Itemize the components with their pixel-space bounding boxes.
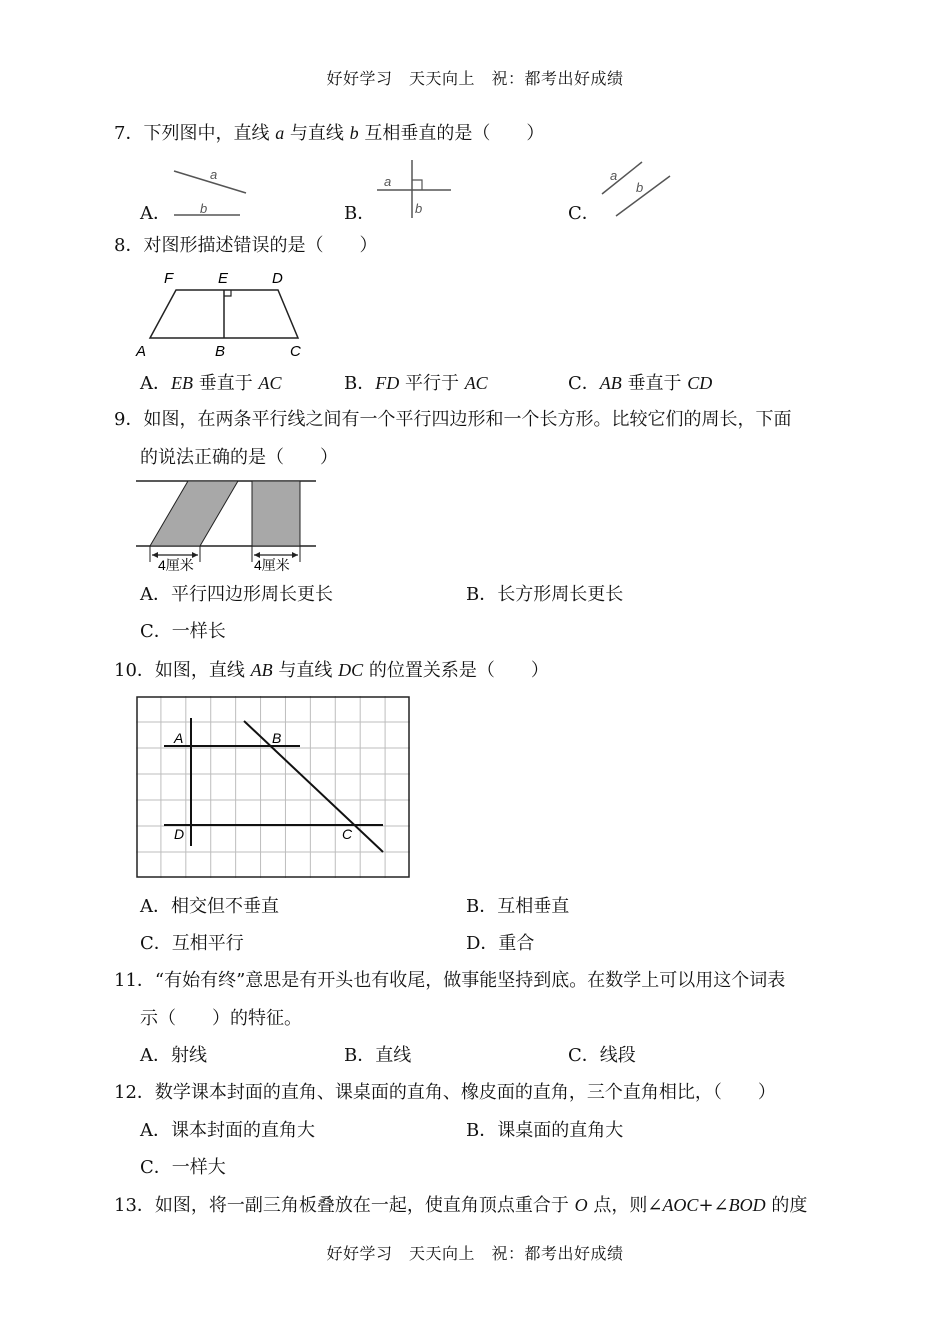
q10-label-c: C: [342, 826, 353, 842]
q8-label-b: B: [215, 343, 226, 360]
q7-figure-a: [170, 163, 250, 221]
q10-label-b: B: [272, 730, 282, 746]
q9-stem-line2: 的说法正确的是（ ）: [140, 447, 338, 468]
q8-trapezoid-figure: [132, 266, 312, 362]
q10-stem: 10．如图，直线 AB 与直线 DC 的位置关系是（ ）: [114, 660, 549, 681]
q8-option-a[interactable]: A．EB 垂直于 AC: [140, 373, 282, 394]
page-footer: 好好学习 天天向上 祝：都考出好成绩: [326, 1244, 624, 1263]
q7-figure-b: [375, 158, 455, 220]
q7-c-label-a: a: [610, 168, 618, 183]
q10-option-d[interactable]: D．重合: [466, 933, 535, 954]
q9-option-b[interactable]: B．长方形周长更长: [466, 584, 624, 605]
q11-option-b[interactable]: B．直线: [344, 1045, 412, 1066]
q11-option-c[interactable]: C．线段: [568, 1045, 636, 1066]
q9-dim-left: 4厘米: [158, 557, 194, 573]
q7-a-label-a: a: [210, 167, 218, 182]
q7-option-c[interactable]: C．: [568, 203, 600, 224]
q9-dim-right: 4厘米: [254, 557, 290, 573]
q8-option-c[interactable]: C．AB 垂直于 CD: [568, 373, 713, 394]
q8-label-a: A: [136, 343, 147, 360]
q10-option-c[interactable]: C．互相平行: [140, 933, 244, 954]
q10-label-d: D: [174, 826, 185, 842]
q12-option-c[interactable]: C．一样大: [140, 1157, 226, 1178]
q11-option-a[interactable]: A．射线: [140, 1045, 207, 1066]
q9-option-c[interactable]: C．一样长: [140, 621, 226, 642]
q9-option-a[interactable]: A．平行四边形周长更长: [140, 584, 333, 605]
q9-stem-line1: 9．如图，在两条平行线之间有一个平行四边形和一个长方形。比较它们的周长，下面: [114, 409, 792, 430]
q7-c-label-b: b: [636, 180, 644, 195]
q7-figure-c: [598, 160, 678, 220]
q7-a-label-b: b: [200, 201, 208, 216]
q8-label-e: E: [218, 270, 229, 287]
q7-b-label-a: a: [384, 174, 392, 189]
q12-stem: 12．数学课本封面的直角、课桌面的直角、橡皮面的直角，三个直角相比，（ ）: [114, 1082, 776, 1103]
q8-label-d: D: [272, 270, 283, 287]
q8-label-c: C: [290, 343, 301, 360]
q11-stem-line1: 11．“有始有终”意思是有开头也有收尾，做事能坚持到底。在数学上可以用这个词表: [114, 970, 786, 991]
q10-grid: [136, 696, 410, 878]
q8-stem: 8．对图形描述错误的是（ ）: [114, 235, 378, 256]
q7-option-a[interactable]: A．: [140, 203, 171, 224]
q10-grid-figure: [136, 696, 412, 880]
q10-option-b[interactable]: B．互相垂直: [466, 896, 570, 917]
q10-option-a[interactable]: A．相交但不垂直: [140, 896, 279, 917]
q7-option-b[interactable]: B．: [344, 203, 376, 224]
q12-option-b[interactable]: B．课桌面的直角大: [466, 1120, 624, 1141]
q7-stem: 7．下列图中，直线 a 与直线 b 互相垂直的是（ ）: [114, 123, 545, 144]
q9-figure: [136, 478, 320, 574]
q13-stem: 13．如图，将一副三角板叠放在一起，使直角顶点重合于 O 点，则∠AOC+∠BOD 的度: [114, 1195, 808, 1216]
q11-stem-line2: 示（ ）的特征。: [140, 1008, 302, 1029]
q8-option-b[interactable]: B．FD 平行于 AC: [344, 373, 488, 394]
q7-b-label-b: b: [415, 201, 423, 216]
q8-label-f: F: [164, 270, 174, 287]
q10-label-a: A: [174, 730, 184, 746]
q12-option-a[interactable]: A．课本封面的直角大: [140, 1120, 315, 1141]
page-header: 好好学习 天天向上 祝：都考出好成绩: [326, 69, 624, 88]
